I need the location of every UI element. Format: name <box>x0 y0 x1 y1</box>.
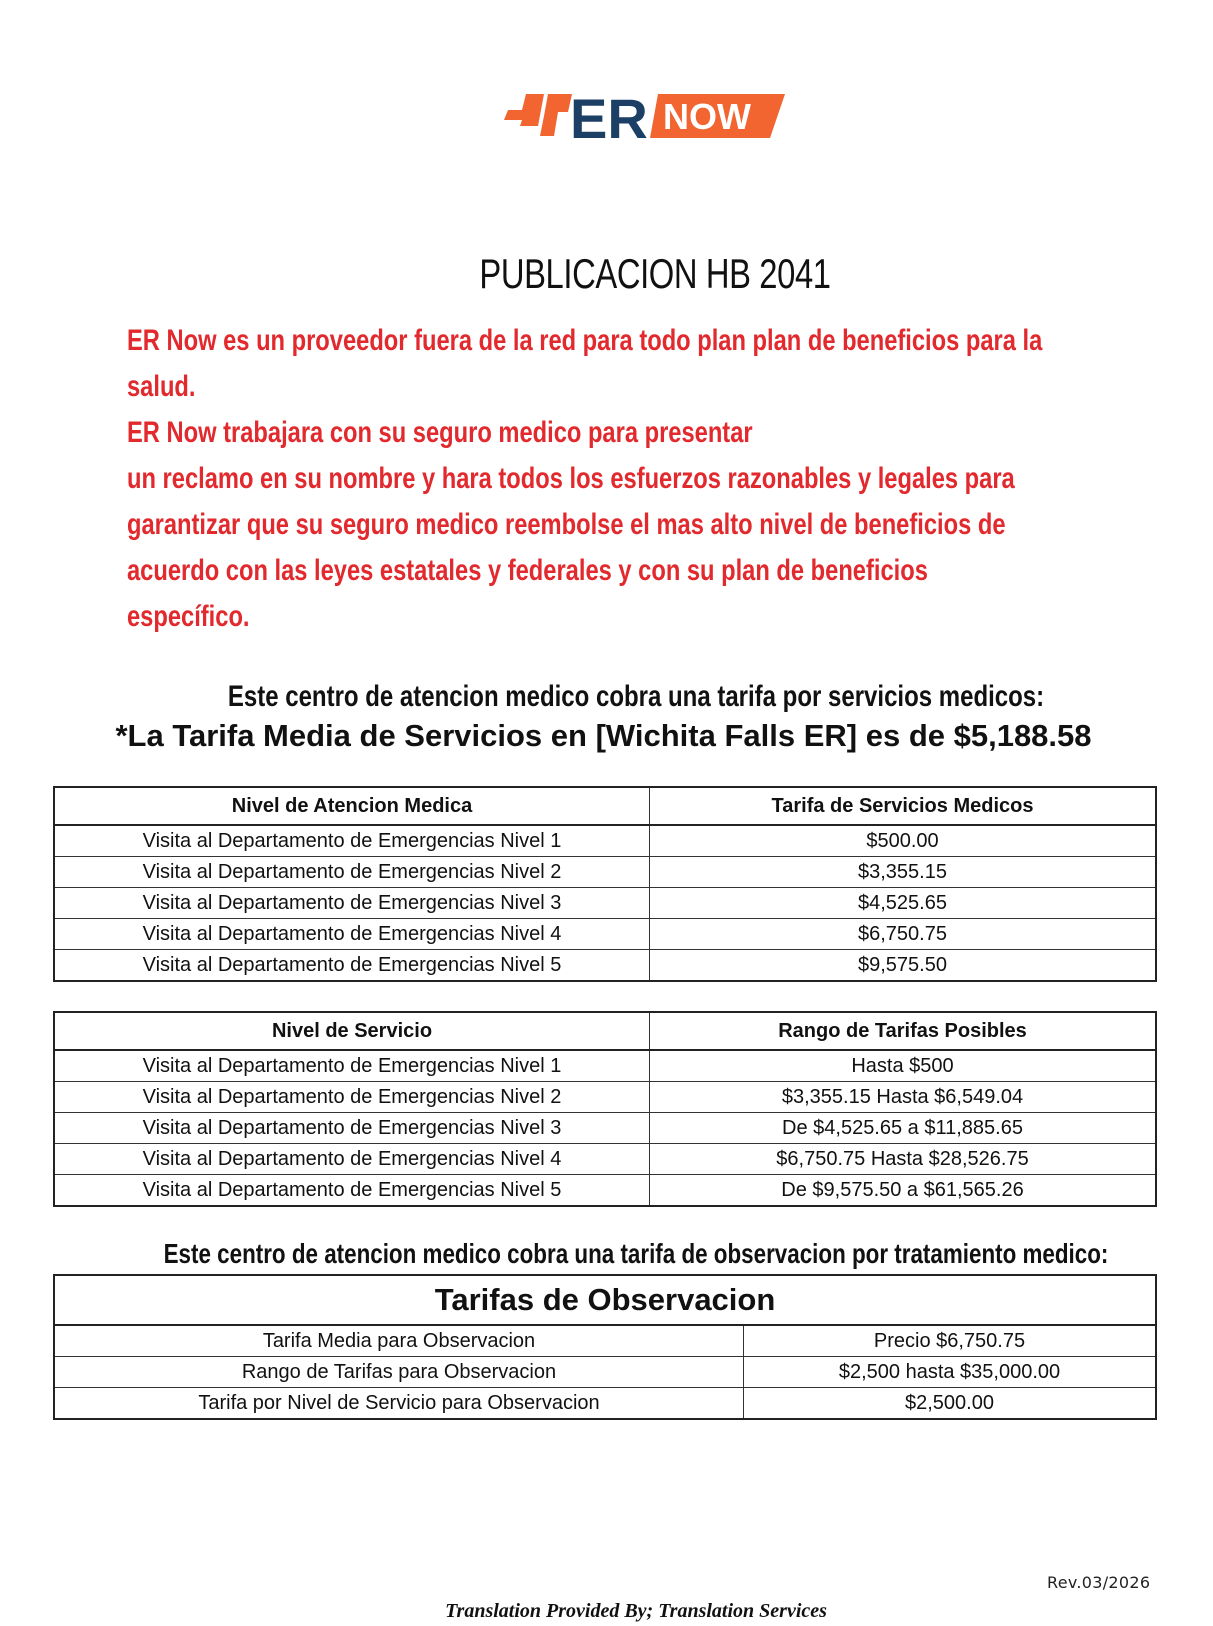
revision-label: Rev.03/2026 <box>1047 1573 1151 1592</box>
table-row <box>54 1144 1156 1175</box>
label-cell: Rango de Tarifas para Observacion <box>54 1357 744 1388</box>
fee-cell: $500.00 <box>650 825 1157 857</box>
range-cell: De $9,575.50 a $61,565.26 <box>650 1175 1157 1207</box>
fee-heading: Este centro de atencion medico cobra una tarifa por servicios medicos: <box>227 680 1045 713</box>
level-cell: Visita al Departamento de Emergencias Nivel 5 <box>54 950 650 982</box>
value-cell: $2,500 hasta $35,000.00 <box>744 1357 1157 1388</box>
table-row <box>54 1357 1156 1388</box>
translation-footer: Translation Provided By; Translation Services <box>445 1600 827 1622</box>
level-cell: Visita al Departamento de Emergencias Nivel 4 <box>54 1144 650 1175</box>
observation-fee-table <box>53 1274 1157 1420</box>
table-row <box>54 1388 1156 1420</box>
fee-range-table <box>53 1011 1157 1207</box>
table-row <box>54 825 1156 857</box>
label-cell: Tarifa por Nivel de Servicio para Observacion <box>54 1388 744 1420</box>
out-of-network-notice <box>127 318 1213 640</box>
care-level-fee-table <box>53 786 1157 982</box>
medical-cross-icon <box>504 94 572 136</box>
value-cell: Precio $6,750.75 <box>744 1325 1157 1357</box>
range-cell: $6,750.75 Hasta $28,526.75 <box>650 1144 1157 1175</box>
notice-line: específico. <box>127 600 250 633</box>
notice-line: acuerdo con las leyes estatales y federales y con su plan de beneficios <box>127 554 928 587</box>
logo-er-text: ER <box>570 92 648 144</box>
average-fee <box>0 718 1213 754</box>
table-row <box>54 1175 1156 1207</box>
notice-line: salud. <box>127 370 196 403</box>
notice-line: ER Now es un proveedor fuera de la red para todo plan plan de beneficios para la <box>127 324 1043 357</box>
level-cell: Visita al Departamento de Emergencias Nivel 3 <box>54 888 650 919</box>
er-now-logo <box>500 92 785 144</box>
page-title: PUBLICACION HB 2041 <box>479 250 831 297</box>
level-cell: Visita al Departamento de Emergencias Nivel 2 <box>54 1082 650 1113</box>
fee-cell: $9,575.50 <box>650 950 1157 982</box>
table-header-row <box>54 1012 1156 1050</box>
range-cell: De $4,525.65 a $11,885.65 <box>650 1113 1157 1144</box>
range-cell: Hasta $500 <box>650 1050 1157 1082</box>
level-cell: Visita al Departamento de Emergencias Nivel 2 <box>54 857 650 888</box>
table-title-row <box>54 1275 1156 1325</box>
notice-line: garantizar que su seguro medico reembolse el mas alto nivel de beneficios de <box>127 508 1006 541</box>
column-header: Tarifa de Servicios Medicos <box>650 787 1157 825</box>
fee-cell: $4,525.65 <box>650 888 1157 919</box>
level-cell: Visita al Departamento de Emergencias Nivel 5 <box>54 1175 650 1207</box>
fee-cell: $6,750.75 <box>650 919 1157 950</box>
range-cell: $3,355.15 Hasta $6,549.04 <box>650 1082 1157 1113</box>
level-cell: Visita al Departamento de Emergencias Nivel 4 <box>54 919 650 950</box>
logo-now-text: NOW <box>663 96 751 137</box>
observation-heading: Este centro de atencion medico cobra una tarifa de observacion por tratamiento medico: <box>163 1238 1109 1269</box>
column-header: Rango de Tarifas Posibles <box>650 1012 1157 1050</box>
table-row <box>54 1050 1156 1082</box>
fee-cell: $3,355.15 <box>650 857 1157 888</box>
table-row <box>54 919 1156 950</box>
table-row <box>54 888 1156 919</box>
table-header-row <box>54 787 1156 825</box>
value-cell: $2,500.00 <box>744 1388 1157 1420</box>
table-row <box>54 950 1156 982</box>
average-fee-text: *La Tarifa Media de Servicios en [Wichita Falls ER] es de $5,188.58 <box>115 718 1092 753</box>
table-row <box>54 1113 1156 1144</box>
column-header: Nivel de Atencion Medica <box>54 787 650 825</box>
notice-line: ER Now trabajara con su seguro medico para presentar <box>127 416 753 449</box>
level-cell: Visita al Departamento de Emergencias Nivel 1 <box>54 1050 650 1082</box>
table-title: Tarifas de Observacion <box>54 1275 1156 1325</box>
table-row <box>54 857 1156 888</box>
table-row <box>54 1082 1156 1113</box>
table-row <box>54 1325 1156 1357</box>
level-cell: Visita al Departamento de Emergencias Nivel 3 <box>54 1113 650 1144</box>
label-cell: Tarifa Media para Observacion <box>54 1325 744 1357</box>
notice-line: un reclamo en su nombre y hara todos los esfuerzos razonables y legales para <box>127 462 1015 495</box>
level-cell: Visita al Departamento de Emergencias Nivel 1 <box>54 825 650 857</box>
column-header: Nivel de Servicio <box>54 1012 650 1050</box>
